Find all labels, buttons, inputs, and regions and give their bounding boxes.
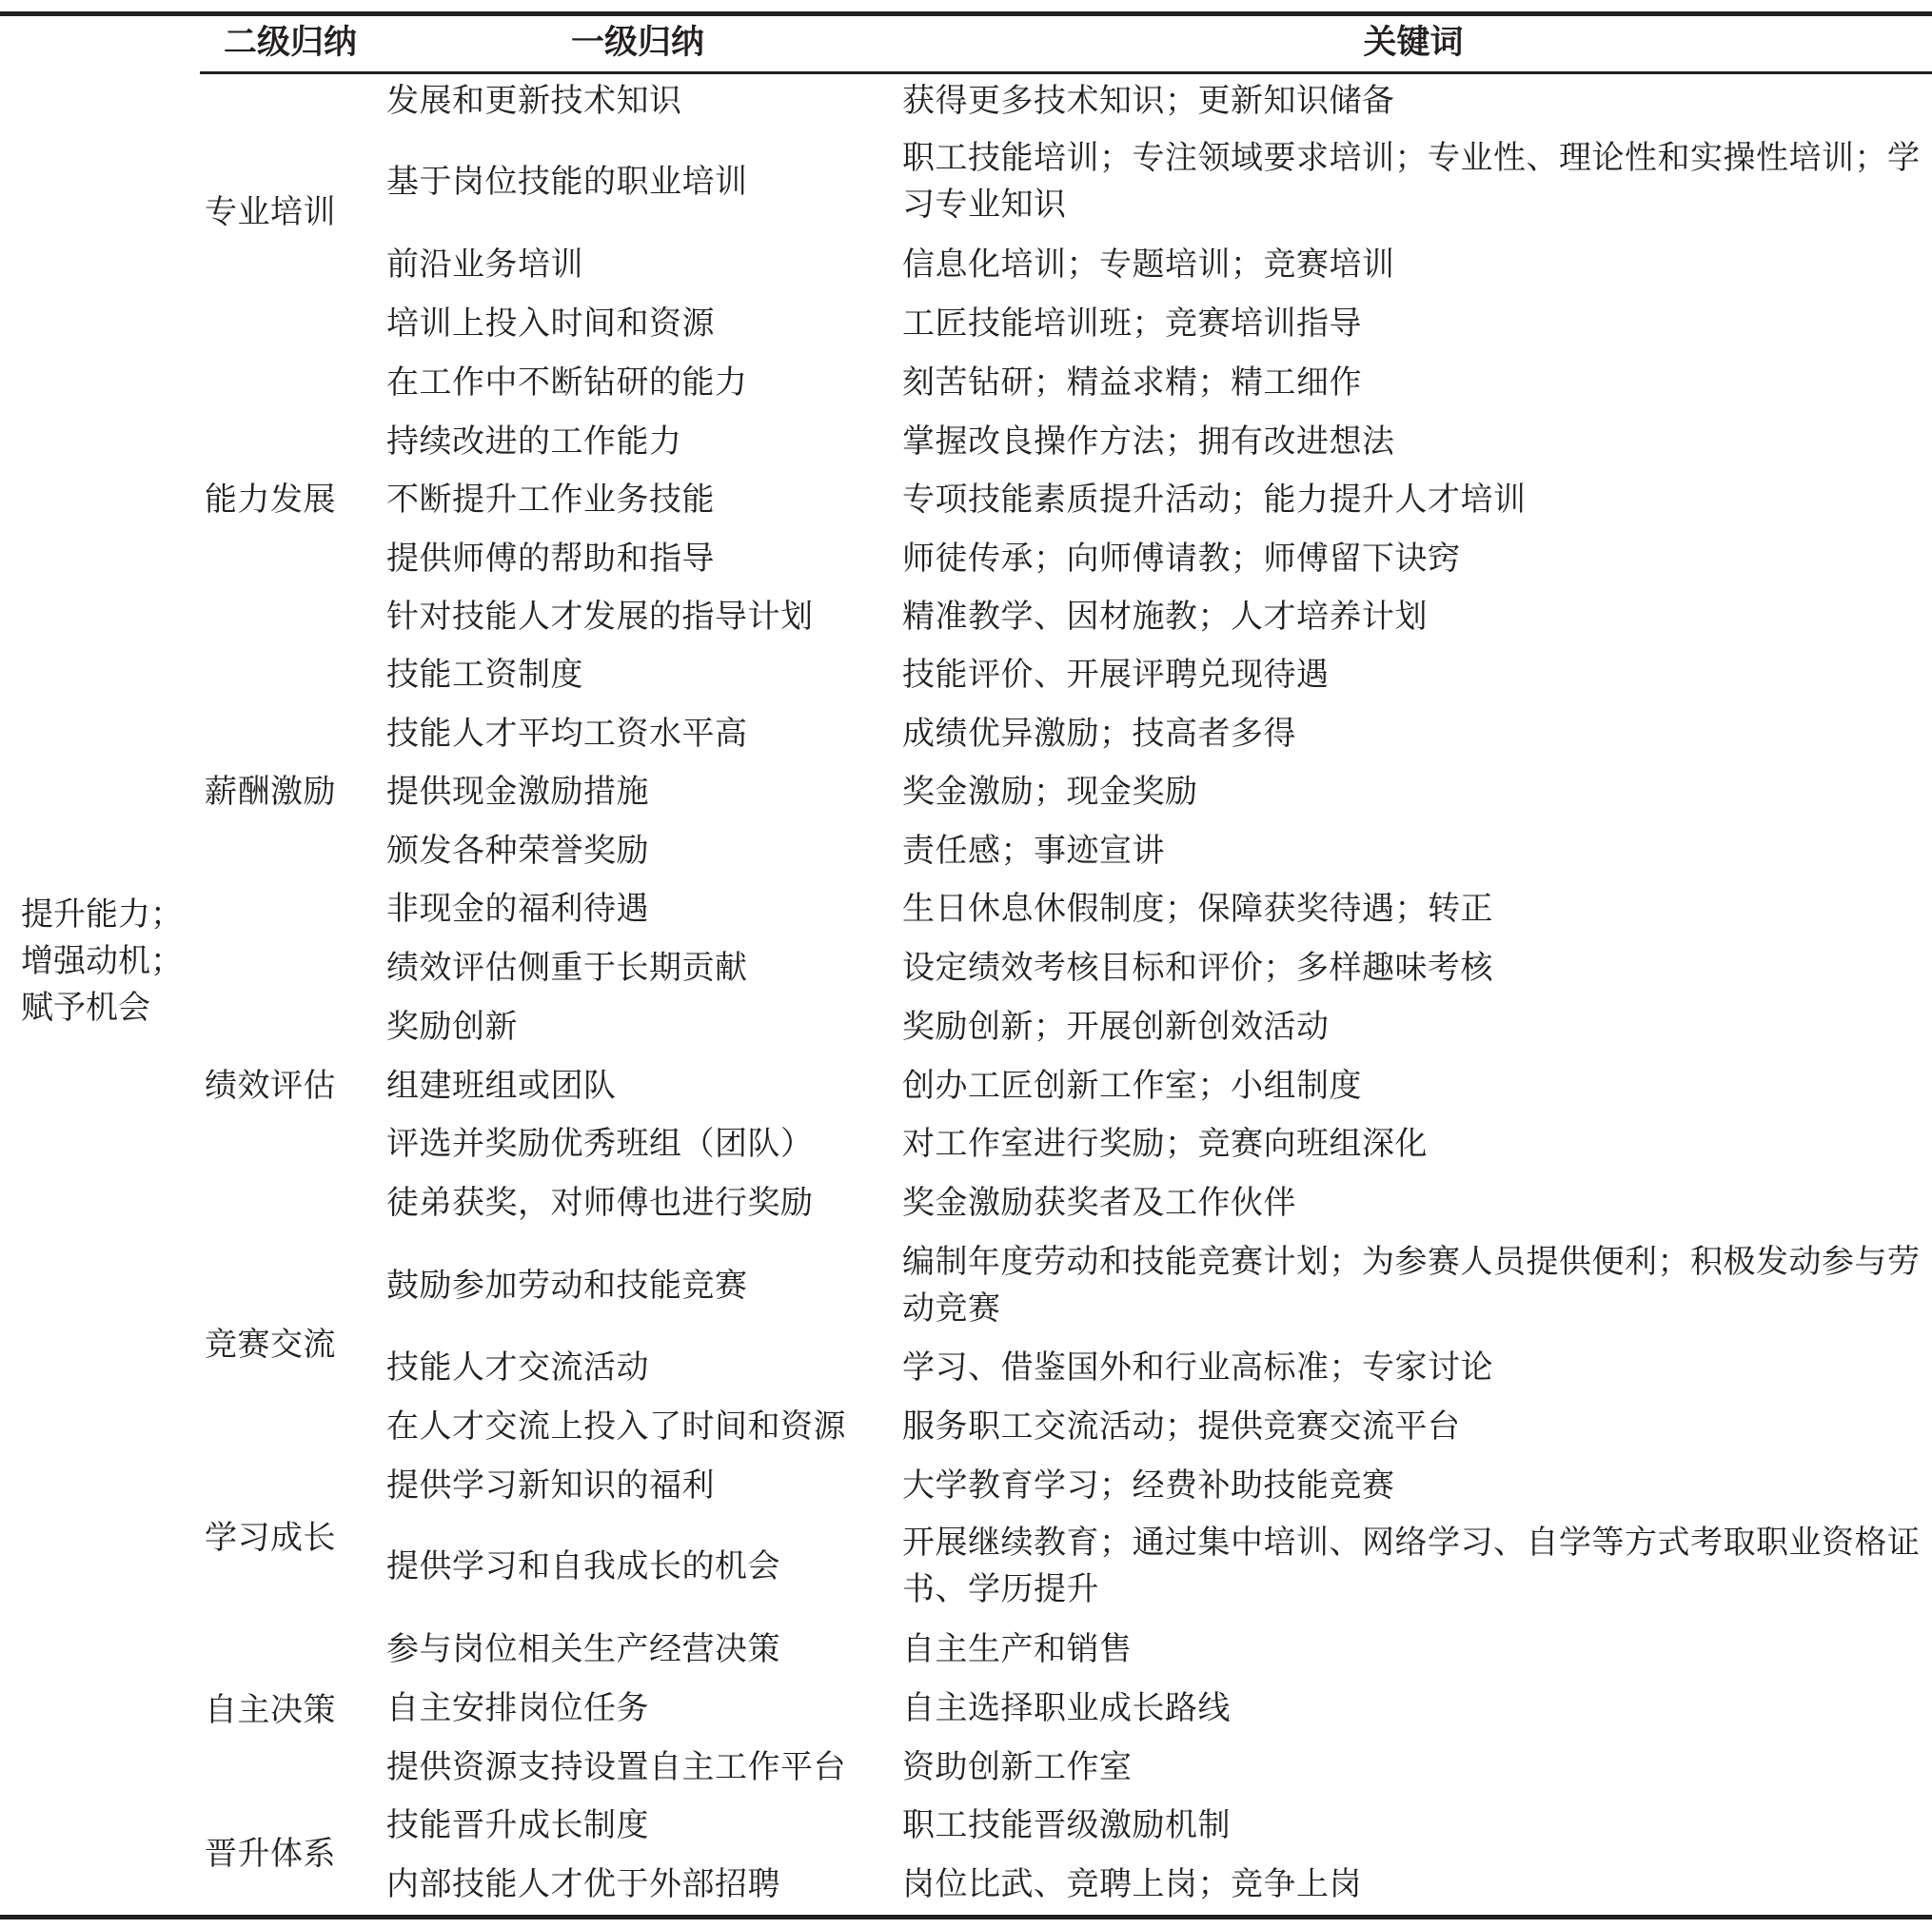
row-level1: 自主安排岗位任务	[386, 1689, 649, 1727]
row-level1: 提供学习和自我成长的机会	[386, 1547, 780, 1585]
level2-label: 晋升体系	[205, 1835, 336, 1873]
row-keywords: 大学教育学习；经费补助技能竞赛	[902, 1466, 1395, 1505]
row-keywords: 编制年度劳动和技能竞赛计划；为参赛人员提供便利；积极发动参与劳动竞赛	[902, 1243, 1921, 1328]
row-level1: 绩效评估侧重于长期贡献	[386, 949, 748, 987]
header-keywords: 关键词	[1363, 23, 1464, 62]
row-keywords: 职工技能培训；专注领域要求培训；专业性、理论性和实操性培训；学习专业知识	[902, 139, 1921, 224]
row-keywords: 创办工匠创新工作室；小组制度	[902, 1067, 1362, 1105]
level2-label: 学习成长	[205, 1519, 336, 1557]
row-keywords: 岗位比武、竞聘上岗；竞争上岗	[902, 1865, 1362, 1903]
row-keywords: 对工作室进行奖励；竞赛向班组深化	[902, 1125, 1428, 1163]
row-keywords: 开展继续教育；通过集中培训、网络学习、自学等方式考取职业资格证书、学历提升	[902, 1524, 1921, 1608]
row-keywords: 设定绩效考核目标和评价；多样趣味考核	[902, 949, 1493, 987]
row-keywords: 师徒传承；向师傅请教；师傅留下诀窍	[902, 540, 1461, 578]
row-level1: 技能晋升成长制度	[386, 1806, 649, 1844]
header-level2: 二级归纳	[223, 23, 357, 62]
row-level1: 提供资源支持设置自主工作平台	[386, 1748, 846, 1786]
row-level1: 鼓励参加劳动和技能竞赛	[386, 1267, 748, 1305]
row-level1: 发展和更新技术知识	[386, 82, 682, 120]
row-keywords: 刻苦钻研；精益求精；精工细作	[902, 364, 1362, 402]
row-level1: 持续改进的工作能力	[386, 423, 682, 461]
row-keywords: 信息化培训；专题培训；竞赛培训	[902, 246, 1395, 284]
row-level1: 奖励创新	[386, 1008, 518, 1046]
row-keywords: 精准教学、因材施教；人才培养计划	[902, 598, 1428, 636]
level2-label: 能力发展	[205, 481, 336, 519]
row-level1: 徒弟获奖，对师傅也进行奖励	[386, 1184, 814, 1222]
row-level1: 提供现金激励措施	[386, 773, 649, 811]
row-keywords: 自主生产和销售	[902, 1630, 1133, 1668]
row-level1: 基于岗位技能的职业培训	[386, 163, 748, 201]
row-level1: 在人才交流上投入了时间和资源	[386, 1407, 846, 1446]
level2-label: 自主决策	[205, 1691, 336, 1729]
row-level1: 内部技能人才优于外部招聘	[386, 1865, 780, 1903]
header-level1: 一级归纳	[570, 23, 704, 62]
row-keywords: 掌握改良操作方法；拥有改进想法	[902, 423, 1395, 461]
row-level1: 技能人才平均工资水平高	[386, 715, 748, 753]
level2-label: 绩效评估	[205, 1067, 336, 1105]
row-level1: 提供师傅的帮助和指导	[386, 540, 715, 578]
row-level1: 培训上投入时间和资源	[386, 305, 715, 343]
level2-label: 薪酬激励	[205, 773, 336, 811]
top-category-line: 提升能力；	[21, 896, 183, 934]
row-level1: 评选并奖励优秀班组（团队）	[386, 1125, 814, 1163]
top-category-line: 增强动机；	[21, 942, 183, 980]
row-keywords: 工匠技能培训班；竞赛培训指导	[902, 305, 1362, 343]
table-top-rule	[0, 11, 1932, 16]
row-keywords: 服务职工交流活动；提供竞赛交流平台	[902, 1407, 1461, 1446]
level2-label: 专业培训	[205, 193, 336, 231]
row-level1: 颁发各种荣誉奖励	[386, 832, 649, 870]
row-level1: 提供学习新知识的福利	[386, 1466, 715, 1505]
row-level1: 在工作中不断钻研的能力	[386, 364, 748, 402]
row-keywords: 奖励创新；开展创新创效活动	[902, 1008, 1330, 1046]
row-level1: 技能工资制度	[386, 656, 583, 694]
row-level1: 技能人才交流活动	[386, 1348, 649, 1387]
row-keywords: 专项技能素质提升活动；能力提升人才培训	[902, 481, 1527, 519]
row-level1: 参与岗位相关生产经营决策	[386, 1630, 780, 1668]
row-level1: 针对技能人才发展的指导计划	[386, 598, 814, 636]
row-keywords: 成绩优异激励；技高者多得	[902, 715, 1296, 753]
top-category	[21, 892, 183, 1032]
row-keywords: 职工技能晋级激励机制	[902, 1806, 1231, 1844]
row-keywords: 自主选择职业成长路线	[902, 1689, 1231, 1727]
row-keywords: 技能评价、开展评聘兑现待遇	[902, 656, 1330, 694]
level2-label: 竞赛交流	[205, 1326, 336, 1364]
row-keywords: 学习、借鉴国外和行业高标准；专家讨论	[902, 1348, 1493, 1387]
row-level1: 前沿业务培训	[386, 246, 583, 284]
row-keywords: 获得更多技术知识；更新知识储备	[902, 82, 1395, 120]
top-category-line: 赋予机会	[21, 989, 150, 1027]
row-keywords: 资助创新工作室	[902, 1748, 1133, 1786]
row-level1: 组建班组或团队	[386, 1067, 617, 1105]
table-bottom-rule	[0, 1915, 1932, 1919]
row-keywords: 责任感；事迹宣讲	[902, 832, 1165, 870]
row-level1: 不断提升工作业务技能	[386, 481, 715, 519]
row-keywords: 奖金激励；现金奖励	[902, 773, 1198, 811]
table-header-rule	[200, 71, 1932, 74]
row-level1: 非现金的福利待遇	[386, 890, 649, 928]
row-keywords: 生日休息休假制度；保障获奖待遇；转正	[902, 890, 1493, 928]
row-keywords: 奖金激励获奖者及工作伙伴	[902, 1184, 1296, 1222]
